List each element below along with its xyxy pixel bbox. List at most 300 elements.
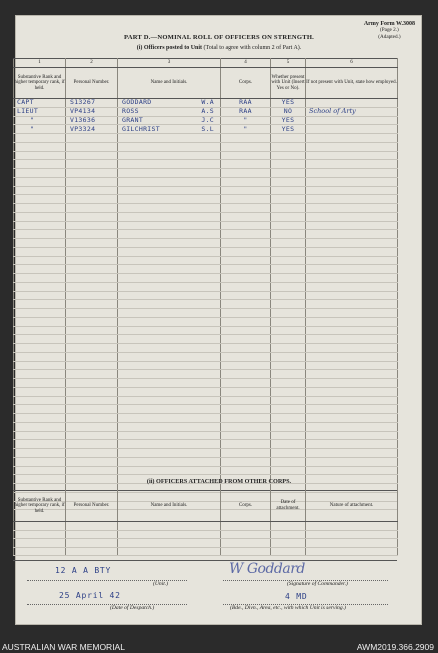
rank-cell	[14, 204, 66, 213]
unit-caption: (Unit.)	[153, 581, 169, 587]
present-cell	[271, 457, 306, 466]
corps-cell: "	[221, 116, 271, 125]
table-row	[14, 379, 398, 388]
name-cell	[118, 379, 221, 388]
name-cell	[118, 239, 221, 248]
name-cell	[118, 186, 221, 195]
employment-cell	[306, 352, 398, 361]
personal-number-cell: VP4134	[66, 107, 118, 116]
table-row	[14, 522, 398, 531]
name-cell	[118, 317, 221, 326]
personal-number-cell	[66, 212, 118, 221]
form-note: (Adapted.)	[378, 33, 401, 40]
col-header-employed: If not present with Unit, state how employed.	[306, 68, 398, 99]
table-row	[14, 344, 398, 353]
present-cell	[271, 317, 306, 326]
empty-cell	[118, 522, 221, 531]
present-cell: YES	[271, 99, 306, 108]
rank-cell	[14, 186, 66, 195]
personal-number-cell	[66, 274, 118, 283]
form-page: (Page 2.)	[380, 27, 399, 34]
table-row	[14, 204, 398, 213]
present-cell	[271, 239, 306, 248]
surname: GODDARD	[122, 98, 152, 107]
present-cell	[271, 431, 306, 440]
rank-cell	[14, 309, 66, 318]
rank-cell: CAPT	[14, 99, 66, 108]
personal-number-cell	[66, 457, 118, 466]
personal-number-cell	[66, 309, 118, 318]
name-cell	[118, 116, 221, 125]
initials: S.L	[201, 124, 214, 133]
present-cell	[271, 422, 306, 431]
column-header-row	[14, 68, 398, 99]
empty-cell	[118, 547, 221, 556]
table-row	[14, 317, 398, 326]
rank-cell	[14, 134, 66, 143]
rank-cell	[14, 300, 66, 309]
initials: J.C	[201, 116, 214, 124]
employment-cell	[306, 239, 398, 248]
name-cell	[118, 291, 221, 300]
employment-cell	[306, 309, 398, 318]
name-cell	[118, 300, 221, 309]
rank-cell	[14, 247, 66, 256]
signature-block	[13, 560, 397, 616]
present-cell	[271, 142, 306, 151]
name-cell	[118, 405, 221, 414]
personal-number-cell	[66, 160, 118, 169]
employment-cell	[306, 151, 398, 160]
present-cell	[271, 221, 306, 230]
employment-cell	[306, 300, 398, 309]
name-cell	[118, 361, 221, 370]
employment-cell	[306, 282, 398, 291]
rank-cell	[14, 274, 66, 283]
surname: GILCHRIST	[122, 124, 160, 133]
table-row	[14, 335, 398, 344]
table-row	[14, 361, 398, 370]
name-cell	[118, 204, 221, 213]
col-header-rank: Substantive Rank and higher temporary rank, if held.	[14, 491, 66, 522]
table-row	[14, 457, 398, 466]
corps-cell	[221, 405, 271, 414]
present-cell	[271, 326, 306, 335]
col-header-name: Name and Initials.	[118, 68, 221, 99]
present-cell	[271, 204, 306, 213]
employment-cell	[306, 457, 398, 466]
present-cell	[271, 379, 306, 388]
corps-cell	[221, 160, 271, 169]
personal-number-cell	[66, 186, 118, 195]
personal-number-cell: VP3324	[66, 125, 118, 134]
col-header-number: Personal Number.	[66, 491, 118, 522]
signature-caption: (Signature of Commander.)	[287, 581, 348, 587]
personal-number-cell	[66, 440, 118, 449]
corps-cell	[221, 186, 271, 195]
corps-cell	[221, 230, 271, 239]
rank-cell	[14, 151, 66, 160]
empty-cell	[221, 547, 271, 556]
col-header-date-attachment: Date of attachment.	[271, 491, 306, 522]
rank-cell	[14, 142, 66, 151]
name-cell	[118, 457, 221, 466]
present-cell	[271, 361, 306, 370]
table-row	[14, 396, 398, 405]
personal-number-cell	[66, 195, 118, 204]
name-cell	[118, 326, 221, 335]
employment-cell	[306, 212, 398, 221]
corps-cell	[221, 282, 271, 291]
personal-number-cell	[66, 239, 118, 248]
table-row	[14, 107, 398, 116]
empty-cell	[221, 522, 271, 531]
personal-number-cell	[66, 396, 118, 405]
corps-cell	[221, 344, 271, 353]
name-cell	[118, 449, 221, 458]
date-caption: (Date of Despatch.)	[110, 605, 155, 611]
employment-cell	[306, 370, 398, 379]
name-cell	[118, 151, 221, 160]
corps-cell	[221, 256, 271, 265]
table-row	[14, 177, 398, 186]
employment-cell	[306, 247, 398, 256]
corps-cell	[221, 212, 271, 221]
personal-number-cell	[66, 449, 118, 458]
personal-number-cell	[66, 317, 118, 326]
column-number-row	[14, 59, 398, 68]
empty-cell	[66, 522, 118, 531]
rank-cell	[14, 379, 66, 388]
empty-cell	[14, 539, 66, 548]
rank-cell	[14, 414, 66, 423]
rank-cell	[14, 422, 66, 431]
personal-number-cell	[66, 247, 118, 256]
rank-cell	[14, 282, 66, 291]
initials: A.S	[201, 107, 214, 116]
rank-cell	[14, 361, 66, 370]
employment-cell	[306, 230, 398, 239]
present-cell	[271, 335, 306, 344]
employment-cell: School of Arty	[306, 107, 398, 116]
corps-cell	[221, 370, 271, 379]
empty-cell	[221, 530, 271, 539]
corps-cell	[221, 449, 271, 458]
attached-officers-table	[13, 490, 398, 556]
employment-cell	[306, 387, 398, 396]
empty-cell	[118, 530, 221, 539]
corps-cell	[221, 361, 271, 370]
employment-cell	[306, 195, 398, 204]
table-row	[14, 405, 398, 414]
part-d-subtitle-rest: (Total to agree with column 2 of Part A).	[202, 45, 302, 51]
personal-number-cell	[66, 379, 118, 388]
present-cell	[271, 247, 306, 256]
corps-cell	[221, 414, 271, 423]
name-cell	[118, 177, 221, 186]
corps-cell	[221, 387, 271, 396]
initials: W.A	[201, 98, 214, 107]
present-cell: YES	[271, 125, 306, 134]
personal-number-cell	[66, 300, 118, 309]
corps-cell	[221, 431, 271, 440]
name-cell	[118, 414, 221, 423]
corps-cell	[221, 134, 271, 143]
empty-cell	[306, 530, 398, 539]
table-row	[14, 291, 398, 300]
present-cell: NO	[271, 107, 306, 116]
employment-cell	[306, 326, 398, 335]
employment-cell	[306, 440, 398, 449]
col-number: 6	[306, 59, 398, 68]
employment-cell	[306, 405, 398, 414]
personal-number-cell	[66, 282, 118, 291]
present-cell	[271, 169, 306, 178]
name-cell	[118, 422, 221, 431]
table-row	[14, 247, 398, 256]
personal-number-cell	[66, 177, 118, 186]
rank-cell	[14, 291, 66, 300]
personal-number-cell	[66, 431, 118, 440]
corps-cell	[221, 396, 271, 405]
corps-cell	[221, 291, 271, 300]
name-cell	[118, 370, 221, 379]
corps-cell	[221, 352, 271, 361]
corps-cell	[221, 300, 271, 309]
part-d-subtitle	[0, 45, 438, 51]
rank-cell	[14, 326, 66, 335]
employment-cell	[306, 265, 398, 274]
date-dotted-line	[27, 604, 187, 605]
surname: ROSS	[122, 107, 139, 116]
employment-cell	[306, 379, 398, 388]
empty-cell	[306, 547, 398, 556]
name-cell	[118, 387, 221, 396]
present-cell	[271, 466, 306, 475]
table-row	[14, 116, 398, 125]
present-cell	[271, 186, 306, 195]
footer-accession-number: AWM2019.366.2909	[356, 642, 434, 652]
name-cell	[118, 431, 221, 440]
corps-cell	[221, 317, 271, 326]
rank-cell: "	[14, 116, 66, 125]
table-row	[14, 547, 398, 556]
corps-cell	[221, 422, 271, 431]
personal-number-cell	[66, 230, 118, 239]
empty-cell	[14, 547, 66, 556]
present-cell	[271, 291, 306, 300]
table-row	[14, 186, 398, 195]
personal-number-cell	[66, 387, 118, 396]
corps-cell	[221, 379, 271, 388]
corps-cell	[221, 440, 271, 449]
personal-number-cell	[66, 221, 118, 230]
rank-cell	[14, 457, 66, 466]
personal-number-cell	[66, 422, 118, 431]
rank-cell	[14, 431, 66, 440]
personal-number-cell	[66, 352, 118, 361]
table-row	[14, 422, 398, 431]
rank-cell: "	[14, 125, 66, 134]
table-row	[14, 99, 398, 108]
present-cell	[271, 212, 306, 221]
personal-number-cell	[66, 370, 118, 379]
commander-signature: W Goddard	[229, 561, 305, 577]
employment-cell	[306, 160, 398, 169]
footer-institution: AUSTRALIAN WAR MEMORIAL	[2, 642, 125, 652]
col-header-number: Personal Number.	[66, 68, 118, 99]
rank-cell	[14, 466, 66, 475]
rank-cell	[14, 239, 66, 248]
table-row	[14, 466, 398, 475]
present-cell: YES	[271, 116, 306, 125]
name-cell	[118, 221, 221, 230]
present-cell	[271, 405, 306, 414]
table-row	[14, 256, 398, 265]
rank-cell	[14, 256, 66, 265]
table-row	[14, 282, 398, 291]
rank-cell	[14, 221, 66, 230]
personal-number-cell	[66, 405, 118, 414]
name-cell	[118, 282, 221, 291]
employment-cell	[306, 256, 398, 265]
employment-cell	[306, 396, 398, 405]
personal-number-cell: V13636	[66, 116, 118, 125]
present-cell	[271, 230, 306, 239]
col-number: 5	[271, 59, 306, 68]
empty-cell	[271, 539, 306, 548]
table-row	[14, 449, 398, 458]
table-row	[14, 414, 398, 423]
corps-cell: "	[221, 125, 271, 134]
employment-cell	[306, 204, 398, 213]
table-row	[14, 431, 398, 440]
employment-cell	[306, 221, 398, 230]
rank-cell	[14, 440, 66, 449]
table-row	[14, 326, 398, 335]
empty-cell	[118, 539, 221, 548]
rank-cell: LIEUT	[14, 107, 66, 116]
table-row	[14, 530, 398, 539]
table-row	[14, 300, 398, 309]
present-cell	[271, 344, 306, 353]
present-cell	[271, 414, 306, 423]
corps-cell	[221, 239, 271, 248]
present-cell	[271, 370, 306, 379]
employment-cell	[306, 134, 398, 143]
name-cell	[118, 256, 221, 265]
table-row	[14, 142, 398, 151]
name-cell	[118, 335, 221, 344]
name-cell	[118, 107, 221, 116]
part-d-title: PART D.—NOMINAL ROLL OF OFFICERS ON STRENGTH.	[124, 34, 314, 41]
corps-cell	[221, 309, 271, 318]
rank-cell	[14, 352, 66, 361]
employment-cell	[306, 317, 398, 326]
personal-number-cell	[66, 151, 118, 160]
employment-cell	[306, 186, 398, 195]
col-number: 1	[14, 59, 66, 68]
corps-cell	[221, 274, 271, 283]
employment-cell	[306, 361, 398, 370]
corps-cell	[221, 151, 271, 160]
present-cell	[271, 309, 306, 318]
present-cell	[271, 282, 306, 291]
rank-cell	[14, 344, 66, 353]
name-cell	[118, 440, 221, 449]
corps-cell: RAA	[221, 99, 271, 108]
col-header-rank: Substantive Rank and higher temporary rank, if held.	[14, 68, 66, 99]
col-header-name: Name and Initials.	[118, 491, 221, 522]
rank-cell	[14, 265, 66, 274]
employment-cell	[306, 466, 398, 475]
present-cell	[271, 160, 306, 169]
empty-cell	[271, 530, 306, 539]
table-row	[14, 160, 398, 169]
personal-number-cell	[66, 204, 118, 213]
present-cell	[271, 256, 306, 265]
form-name: Army Form W.3008	[363, 21, 415, 27]
employment-cell	[306, 142, 398, 151]
personal-number-cell	[66, 265, 118, 274]
name-cell	[118, 125, 221, 134]
name-cell	[118, 99, 221, 108]
col-header-corps: Corps.	[221, 68, 271, 99]
empty-cell	[306, 539, 398, 548]
employment-cell	[306, 169, 398, 178]
table-row	[14, 125, 398, 134]
name-cell	[118, 274, 221, 283]
date-value: 25 April 42	[59, 591, 121, 600]
employment-cell	[306, 291, 398, 300]
corps-cell	[221, 169, 271, 178]
name-cell	[118, 134, 221, 143]
present-cell	[271, 177, 306, 186]
name-cell	[118, 309, 221, 318]
table-row	[14, 440, 398, 449]
present-cell	[271, 265, 306, 274]
present-cell	[271, 300, 306, 309]
corps-cell	[221, 204, 271, 213]
present-cell	[271, 387, 306, 396]
col-header-nature-attachment: Nature of attachment.	[306, 491, 398, 522]
rank-cell	[14, 335, 66, 344]
corps-cell	[221, 195, 271, 204]
col-number: 2	[66, 59, 118, 68]
present-cell	[271, 449, 306, 458]
attached-header-row	[14, 491, 398, 522]
table-row	[14, 239, 398, 248]
col-header-present: Whether present with Unit (Insert Yes or No).	[271, 68, 306, 99]
personal-number-cell	[66, 256, 118, 265]
name-cell	[118, 265, 221, 274]
present-cell	[271, 352, 306, 361]
part-d-subtitle-bold: (i) Officers posted to Unit	[136, 45, 203, 51]
corps-cell	[221, 466, 271, 475]
personal-number-cell: S13267	[66, 99, 118, 108]
table-row	[14, 309, 398, 318]
empty-cell	[66, 539, 118, 548]
present-cell	[271, 440, 306, 449]
rank-cell	[14, 370, 66, 379]
corps-cell	[221, 457, 271, 466]
employment-cell	[306, 335, 398, 344]
employment-cell	[306, 414, 398, 423]
rank-cell	[14, 212, 66, 221]
employment-cell	[306, 422, 398, 431]
col-number: 4	[221, 59, 271, 68]
corps-cell	[221, 265, 271, 274]
